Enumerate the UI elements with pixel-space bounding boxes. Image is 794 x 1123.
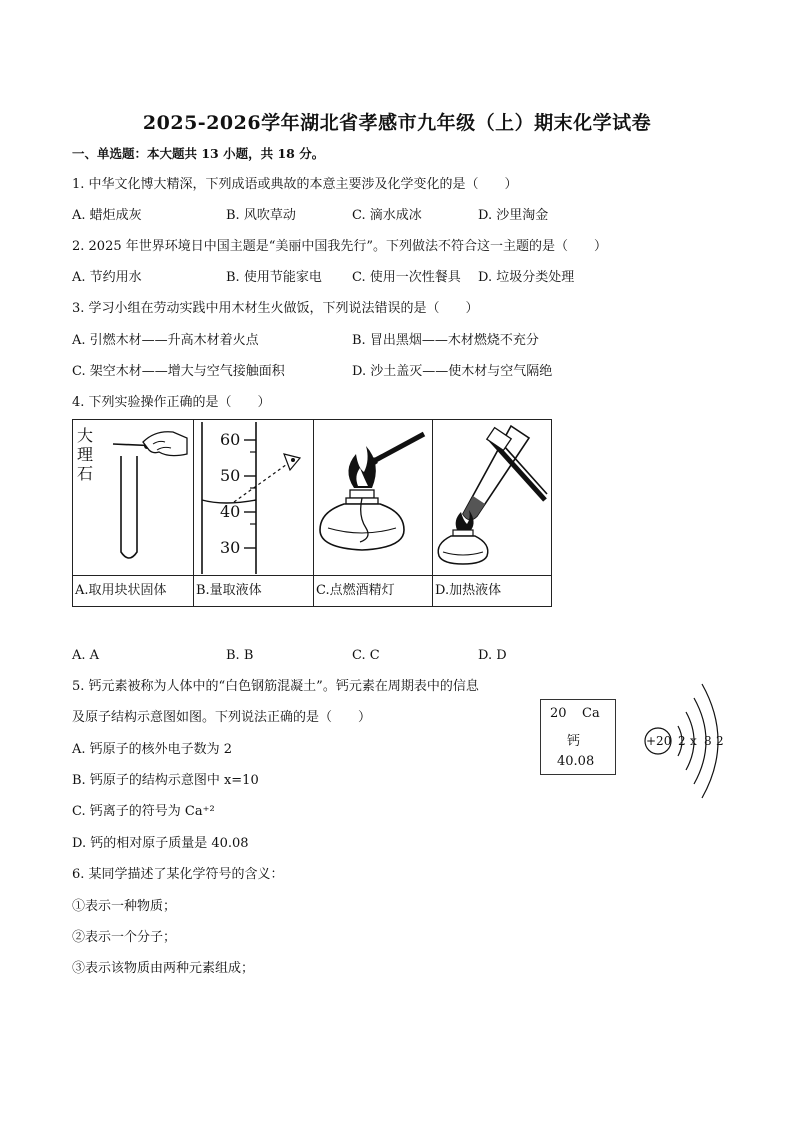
nucleus-charge: +20 [646, 734, 672, 748]
panel-c-caption: C.点燃酒精灯 [316, 583, 395, 598]
question-3-stem: 3. 学习小组在劳动实践中用木材生火做饭，下列说法错误的是（ ） [72, 301, 479, 316]
question-4-option-d[interactable]: D. D [478, 648, 507, 663]
question-5-stem-line1: 5. 钙元素被称为人体中的“白色钢筋混凝土”。钙元素在周期表中的信息 [72, 679, 479, 694]
periodic-table-cell [540, 699, 616, 775]
question-1-option-b[interactable]: B. 风吹草动 [226, 208, 296, 223]
question-6-item-3: ③表示该物质由两种元素组成； [72, 961, 255, 976]
question-5-option-d[interactable]: D. 钙的相对原子质量是 40.08 [72, 836, 249, 851]
atomic-number: 20 [550, 706, 567, 721]
tick-label-50: 50 [220, 466, 241, 485]
question-1-option-a[interactable]: A. 蜡炬成灰 [72, 208, 142, 223]
section-heading: 一、单选题：本大题共 13 小题，共 18 分。 [72, 146, 325, 161]
question-4-option-b[interactable]: B. B [226, 648, 254, 663]
alcohol-lamp-icon [314, 420, 432, 576]
experiment-panel-a [73, 420, 194, 606]
atomic-mass: 40.08 [557, 754, 595, 769]
question-1-stem: 1. 中华文化博大精深，下列成语或典故的本意主要涉及化学变化的是（ ） [72, 177, 518, 192]
question-5-option-c[interactable]: C. 钙离子的符号为 Ca⁺² [72, 804, 215, 819]
question-2-option-a[interactable]: A. 节约用水 [72, 270, 142, 285]
panel-d-caption: D.加热液体 [435, 583, 502, 598]
question-3-option-c[interactable]: C. 架空木材——增大与空气接触面积 [72, 364, 285, 379]
element-symbol: Ca [582, 706, 600, 721]
panel-b-caption: B.量取液体 [196, 583, 262, 598]
shell-2-electrons: x [690, 734, 697, 748]
question-1-option-d[interactable]: D. 沙里淘金 [478, 208, 549, 223]
question-3-option-d[interactable]: D. 沙土盖灭——使木材与空气隔绝 [352, 364, 553, 379]
question-4-option-a[interactable]: A. A [72, 648, 100, 663]
shell-4-electrons: 2 [716, 734, 724, 748]
question-5-stem-line2: 及原子结构示意图如图。下列说法正确的是（ ） [72, 710, 372, 725]
shell-3-electrons: 8 [704, 734, 712, 748]
tick-label-30: 30 [220, 538, 241, 557]
experiment-panel-d [433, 420, 551, 606]
question-4-option-c[interactable]: C. C [352, 648, 380, 663]
question-5-option-b[interactable]: B. 钙原子的结构示意图中 x=10 [72, 773, 259, 788]
experiment-panel-c [314, 420, 433, 606]
question-3-option-a[interactable]: A. 引燃木材——升高木材着火点 [72, 333, 259, 348]
marble-label-char-2: 理 [77, 445, 94, 464]
question-2-option-c[interactable]: C. 使用一次性餐具 [352, 270, 461, 285]
question-6-item-1: ①表示一种物质； [72, 899, 177, 914]
panel-a-caption: A.取用块状固体 [75, 583, 167, 598]
question-3-option-b[interactable]: B. 冒出黑烟——木材燃烧不充分 [352, 333, 539, 348]
question-6-item-2: ②表示一个分子； [72, 930, 177, 945]
question-2-stem: 2. 2025 年世界环境日中国主题是“美丽中国我先行”。下列做法不符合这一主题的是（ ） [72, 239, 608, 254]
question-1-option-c[interactable]: C. 滴水成冰 [352, 208, 422, 223]
experiment-figure-table [72, 419, 552, 607]
question-5-option-a[interactable]: A. 钙原子的核外电子数为 2 [72, 742, 233, 757]
shell-1-electrons: 2 [678, 734, 686, 748]
graduated-cylinder-icon [194, 420, 312, 576]
question-2-option-d[interactable]: D. 垃圾分类处理 [478, 270, 575, 285]
question-6-stem: 6. 某同学描述了某化学符号的含义： [72, 867, 284, 882]
marble-label-char-1: 大 [77, 426, 94, 445]
page-title: 2025-2026学年湖北省孝感市九年级（上）期末化学试卷 [142, 112, 652, 134]
marble-label-char-3: 石 [77, 464, 94, 483]
element-name: 钙 [567, 734, 581, 749]
tick-label-60: 60 [220, 430, 241, 449]
heating-test-tube-icon [433, 420, 551, 576]
question-2-option-b[interactable]: B. 使用节能家电 [226, 270, 322, 285]
experiment-panel-b [194, 420, 314, 606]
tick-label-40: 40 [220, 502, 241, 521]
question-4-stem: 4. 下列实验操作正确的是（ ） [72, 395, 271, 410]
